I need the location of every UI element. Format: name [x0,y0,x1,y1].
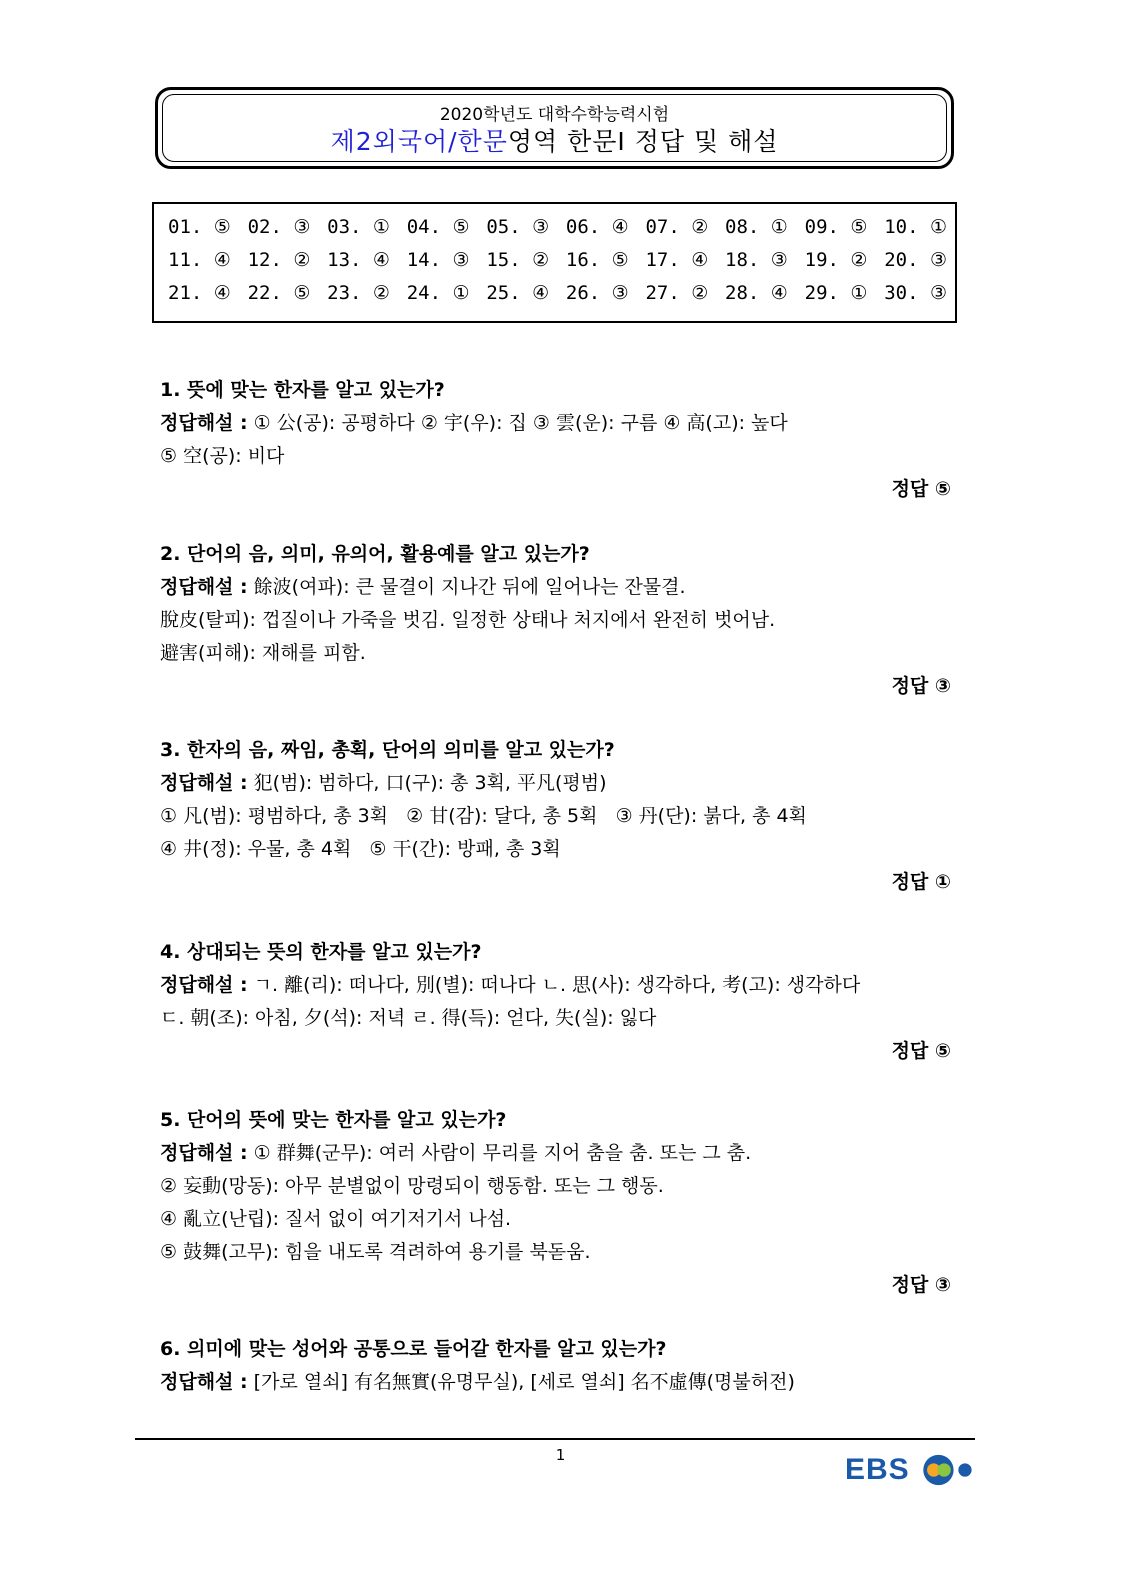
answer-cell: 07. ② [645,216,709,238]
explanation-label: 정답해설 : [160,412,248,434]
question-title: 4. 상대되는 뜻의 한자를 알고 있는가? [160,941,482,963]
explanation-line [160,767,951,800]
explanation-line: 避害(피해): 재해를 피함. [160,642,366,664]
answer-cell: 28. ④ [725,282,788,304]
explanation-line: ② 妄動(망동): 아무 분별없이 망령되이 행동함. 또는 그 행동. [160,1175,664,1197]
correct-answer: 정답 ⑤ [891,1040,951,1062]
footer-divider [135,1438,975,1440]
answer-cell: 10. ① [884,216,947,238]
question-5 [160,1104,951,1302]
explanation-line [160,407,951,440]
question-1 [160,374,951,506]
explanation-label: 정답해설 : [160,1142,248,1164]
answer-cell: 30. ③ [884,282,947,304]
answer-cell: 03. ① [327,216,390,238]
question-title: 6. 의미에 맞는 성어와 공통으로 들어갈 한자를 알고 있는가? [160,1338,667,1360]
ebs-logo-text: EBS [845,1453,910,1486]
answer-row [168,216,947,246]
answer-cell: 20. ③ [884,249,947,271]
answer-cell: 19. ② [804,249,868,271]
answer-cell: 26. ③ [565,282,629,304]
answer-cell: 16. ⑤ [565,249,629,271]
subject-title [158,122,951,158]
explanation-line: ⑤ 鼓舞(고무): 힘을 내도록 격려하여 용기를 북돋움. [160,1241,591,1263]
correct-answer: 정답 ③ [891,1274,951,1296]
question-4 [160,936,951,1068]
explanation-line: ㄷ. 朝(조): 아침, 夕(석): 저녁 ㄹ. 得(득): 얻다, 失(실): 잃다 [160,1007,657,1029]
answer-cell: 23. ② [327,282,390,304]
explanation-line [160,1137,951,1170]
explanation-label: 정답해설 : [160,576,248,598]
question-3 [160,734,951,899]
answer-cell: 11. ④ [168,249,231,271]
explanation-text: [가로 열쇠] 有名無實(유명무실), [세로 열쇠] 名不虛傳(명불허전) [247,1371,795,1393]
answer-cell: 04. ⑤ [406,216,470,238]
correct-answer: 정답 ⑤ [891,478,951,500]
subject-title-blue: 제2외국어/한문 [330,127,508,156]
explanation-line: ⑤ 空(공): 비다 [160,445,285,467]
explanation-line: ④ 亂立(난립): 질서 없이 여기저기서 나섬. [160,1208,512,1230]
answer-cell: 05. ③ [486,216,550,238]
answer-cell: 02. ③ [247,216,311,238]
ebs-logo-mark-icon [910,1450,995,1490]
correct-answer: 정답 ③ [891,675,951,697]
answer-cell: 17. ④ [645,249,709,271]
answer-cell: 09. ⑤ [804,216,868,238]
question-2 [160,538,951,703]
explanation-label: 정답해설 : [160,974,248,996]
ebs-logo [845,1450,995,1490]
explanation-line [160,969,951,1002]
answer-cell: 14. ③ [406,249,470,271]
explanation-text: 犯(범): 범하다, 口(구): 총 3획, 平凡(평범) [247,772,607,794]
answer-cell: 24. ① [406,282,470,304]
answer-cell: 06. ④ [565,216,629,238]
answer-cell: 27. ② [645,282,709,304]
explanation-line [160,1366,951,1399]
correct-answer: 정답 ① [891,871,951,893]
explanation-line: 脫皮(탈피): 껍질이나 가죽을 벗김. 일정한 상태나 처지에서 완전히 벗어남. [160,609,776,631]
page-number: 1 [555,1446,566,1464]
explanation-line: ④ 井(정): 우물, 총 4획 ⑤ 干(간): 방패, 총 3획 [160,838,561,860]
answer-row [168,282,947,312]
answer-row [168,249,947,279]
question-title: 1. 뜻에 맞는 한자를 알고 있는가? [160,379,445,401]
answer-cell: 08. ① [725,216,788,238]
explanation-text: 餘波(여파): 큰 물결이 지나간 뒤에 일어나는 잔물결. [247,576,686,598]
answer-cell: 22. ⑤ [247,282,311,304]
answer-cell: 12. ② [247,249,311,271]
explanation-text: ① 公(공): 공평하다 ② 宇(우): 집 ③ 雲(운): 구름 ④ 高(고): 높다 [247,412,788,434]
answer-cell: 18. ③ [725,249,788,271]
explanation-line: ① 凡(범): 평범하다, 총 3획 ② 甘(감): 달다, 총 5획 ③ 丹(단): 붉다, 총 4획 [160,805,807,827]
answer-cell: 29. ① [804,282,868,304]
question-title: 3. 한자의 음, 짜임, 총획, 단어의 의미를 알고 있는가? [160,739,615,761]
answer-cell: 15. ② [486,249,550,271]
answer-cell: 25. ④ [486,282,550,304]
question-title: 2. 단어의 음, 의미, 유의어, 활용예를 알고 있는가? [160,543,590,565]
answer-cell: 01. ⑤ [168,216,231,238]
exam-title: 2020학년도 대학수학능력시험 [439,105,670,125]
subject-title-rest: 영역 한문Ⅰ 정답 및 해설 [507,127,779,156]
answer-cell: 21. ④ [168,282,231,304]
explanation-text: ① 群舞(군무): 여러 사람이 무리를 지어 춤을 춤. 또는 그 춤. [247,1142,752,1164]
explanation-label: 정답해설 : [160,772,248,794]
question-title: 5. 단어의 뜻에 맞는 한자를 알고 있는가? [160,1109,507,1131]
explanation-line [160,571,951,604]
explanation-text: ㄱ. 離(리): 떠나다, 別(별): 떠나다 ㄴ. 思(사): 생각하다, 考(고): 생각하다 [247,974,861,996]
answer-table [152,202,957,323]
question-6 [160,1333,951,1399]
answer-cell: 13. ④ [327,249,390,271]
title-box [155,87,954,169]
explanation-label: 정답해설 : [160,1371,248,1393]
